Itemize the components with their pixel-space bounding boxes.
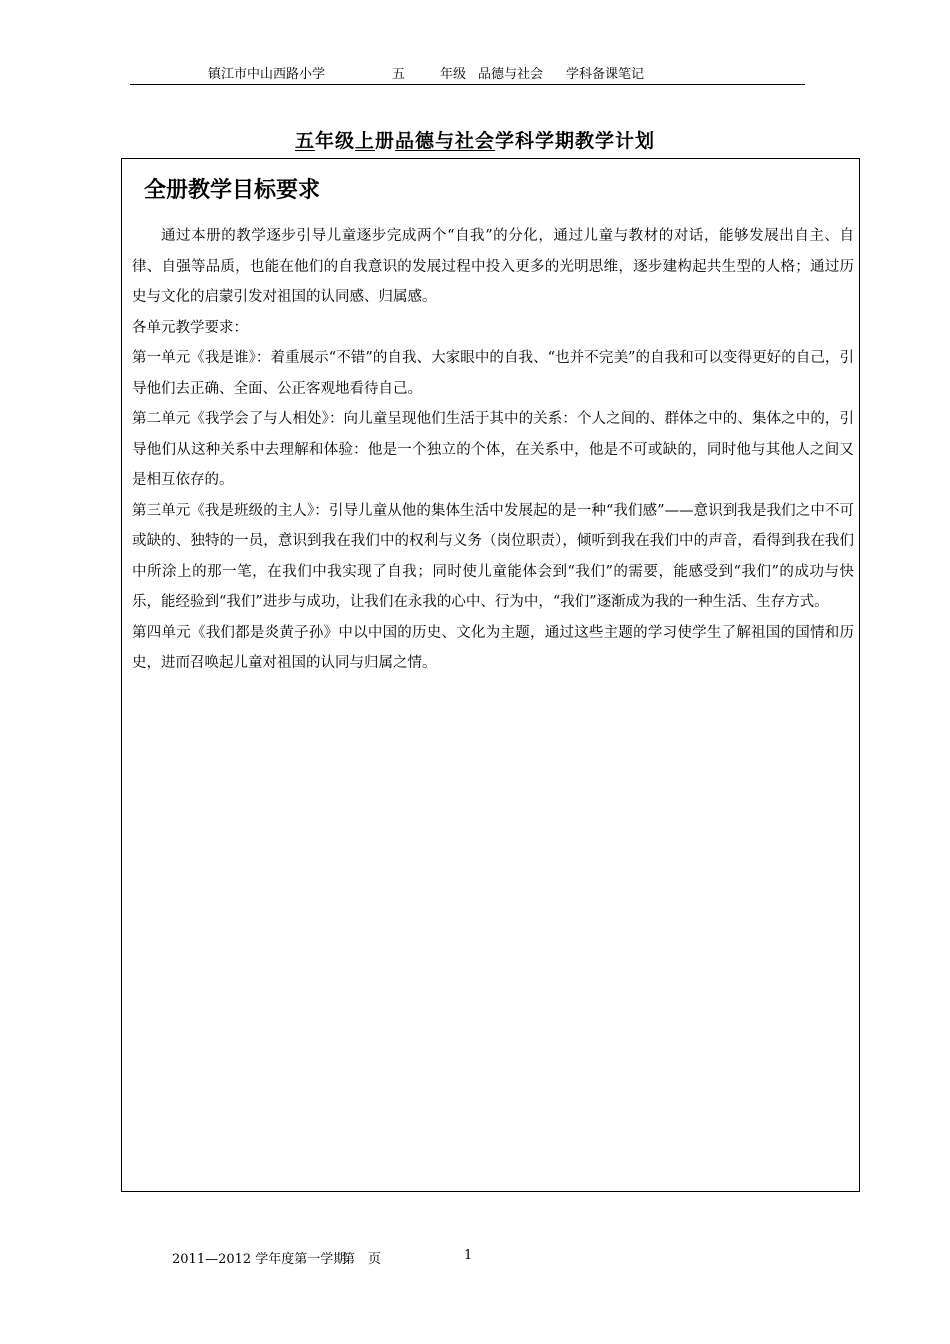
page-footer (0, 1248, 950, 1268)
paragraph-unit-4: 第四单元《我们都是炎黄子孙》中以中国的历史、文化为主题，通过这些主题的学习使学生了解祖国的国情和历史，进而召唤起儿童对祖国的认同与归属之情。 (132, 624, 854, 671)
title-grade-label: 年级 (314, 130, 355, 152)
footer-term: 2011—2012 学年度第一学期 (172, 1252, 347, 1267)
footer-page-number: 1 (464, 1248, 473, 1263)
paragraph-unit-1: 第一单元《我是谁》：着重展示“不错”的自我、大家眼中的自我、“也并不完美”的自我和可以变得更好的自己，引导他们去正确、全面、公正客观地看待自己。 (132, 350, 854, 397)
paragraph-overview: 通过本册的教学逐步引导儿童逐步完成两个“自我”的分化，通过儿童与教材的对话，能够发展出自主、自律、自强等品质，也能在他们的自我意识的发展过程中投入更多的光明思维，逐步建构起共生型的人格；通过历史与文化的启蒙引发对祖国的认同感、归属感。 (132, 228, 854, 305)
paragraph-unit-2: 第二单元《我学会了与人相处》：向儿童呈现他们生活于其中的关系：个人之间的、群体之中的、集体之中的，引导他们从这种关系中去理解和体验：他是一个独立的个体，在关系中，他是不可或缺的，同时他与其他人之间又是相互依存的。 (132, 411, 854, 488)
header-notes-label: 学科备课笔记 (566, 67, 645, 82)
page-header (130, 64, 805, 85)
paragraph-unit-3: 第三单元《我是班级的主人》：引导儿童从他的集体生活中发展起的是一种“我们感”——意识到我是我们之中不可或缺的、独特的一员，意识到我在我们中的权利与义务（岗位职责），倾听到我在我们中的声音，看得到我在我们中所涂上的那一笔，在我们中我实现了自我；同时使儿童能体会到“我们”的需要，能感受到“我们”的成功与快乐，能经验到“我们”进步与成功，让我们在永我的心中、行为中，“我们”逐渐成为我的一种生活、生存方式。 (132, 502, 854, 610)
title-subject: 品德与社会 (395, 130, 496, 152)
title-grade-number: 五 (294, 130, 315, 152)
paragraph-unit-requirements-heading: 各单元教学要求： (132, 319, 248, 336)
content-box (121, 158, 860, 1192)
header-grade-label: 年级 (440, 67, 467, 82)
document-title (0, 126, 950, 153)
section-content (132, 221, 854, 679)
header-grade-number: 五 (392, 67, 406, 82)
section-heading: 全册教学目标要求 (144, 178, 321, 203)
title-volume: 上 (354, 130, 375, 152)
header-subject: 品德与社会 (478, 67, 544, 82)
title-plan-label: 学科学期教学计划 (495, 130, 656, 152)
title-volume-label: 册 (375, 130, 396, 152)
header-school: 镇江市中山西路小学 (208, 67, 326, 82)
footer-page-label: 第 页 (342, 1252, 382, 1267)
